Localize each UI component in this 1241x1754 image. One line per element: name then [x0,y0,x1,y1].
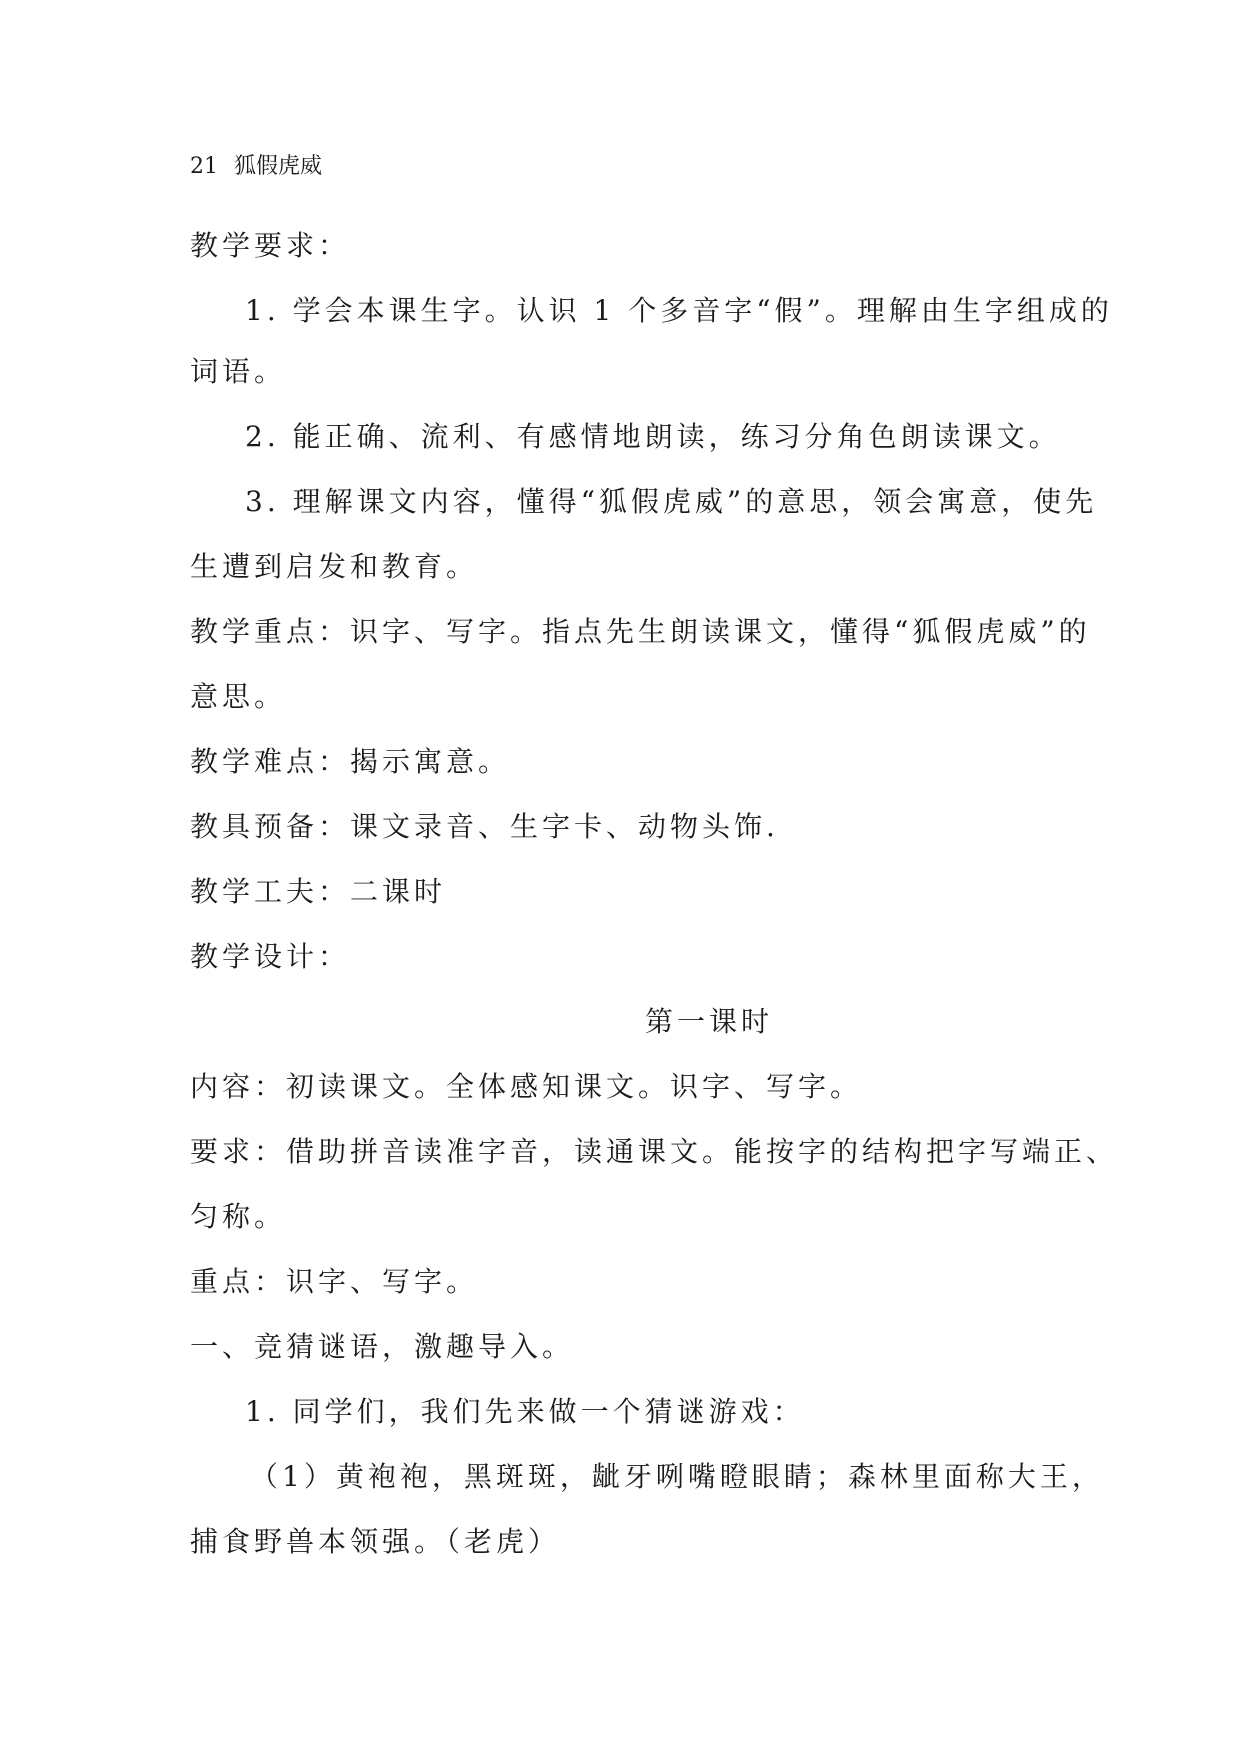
lesson-period-heading: 第一课时 [645,1005,774,1038]
period-content: 内容：初读课文。全体感知课文。识字、写字。 [190,1070,863,1103]
teaching-focus-continued: 意思。 [190,680,287,713]
step-1-heading: 一、竞猜谜语，激趣导入。 [190,1330,575,1363]
lesson-number: 21 [190,154,218,179]
requirement-2: 2. 能正确、流利、有感情地朗读，练习分角色朗读课文。 [245,420,1061,453]
teaching-aids: 教具预备：课文录音、生字卡、动物头饰. [190,810,779,843]
teaching-difficulty: 教学难点：揭示寓意。 [190,745,511,778]
requirement-1-continued: 词语。 [190,355,287,388]
teaching-time: 教学工夫：二课时 [190,875,447,908]
requirement-3: 3. 理解课文内容，懂得“狐假虎威”的意思，领会寓意，使先 [245,485,1098,518]
riddle-1-continued: 捕食野兽本领强。（老虎） [190,1525,561,1558]
step-1-item-1: 1. 同学们，我们先来做一个猜谜游戏： [245,1395,805,1428]
requirement-1: 1. 学会本课生字。认识 1 个多音字“假”。理解由生字组成的 [245,294,1113,327]
requirement-3-continued: 生遭到启发和教育。 [190,550,479,583]
lesson-title-text: 狐假虎威 [234,154,323,179]
period-requirement: 要求：借助拼音读准字音，读通课文。能按字的结构把字写端正、 [190,1135,1119,1168]
section-heading-design: 教学设计： [190,940,351,973]
lesson-title [190,152,322,182]
riddle-1: （1）黄袍袍，黑斑斑，龇牙咧嘴瞪眼睛；森林里面称大王， [250,1460,1104,1493]
section-heading-requirements: 教学要求： [190,229,351,262]
period-requirement-continued: 匀称。 [190,1200,287,1233]
teaching-focus: 教学重点：识字、写字。指点先生朗读课文，懂得“狐假虎威”的 [190,615,1091,648]
period-focus: 重点：识字、写字。 [190,1265,479,1298]
